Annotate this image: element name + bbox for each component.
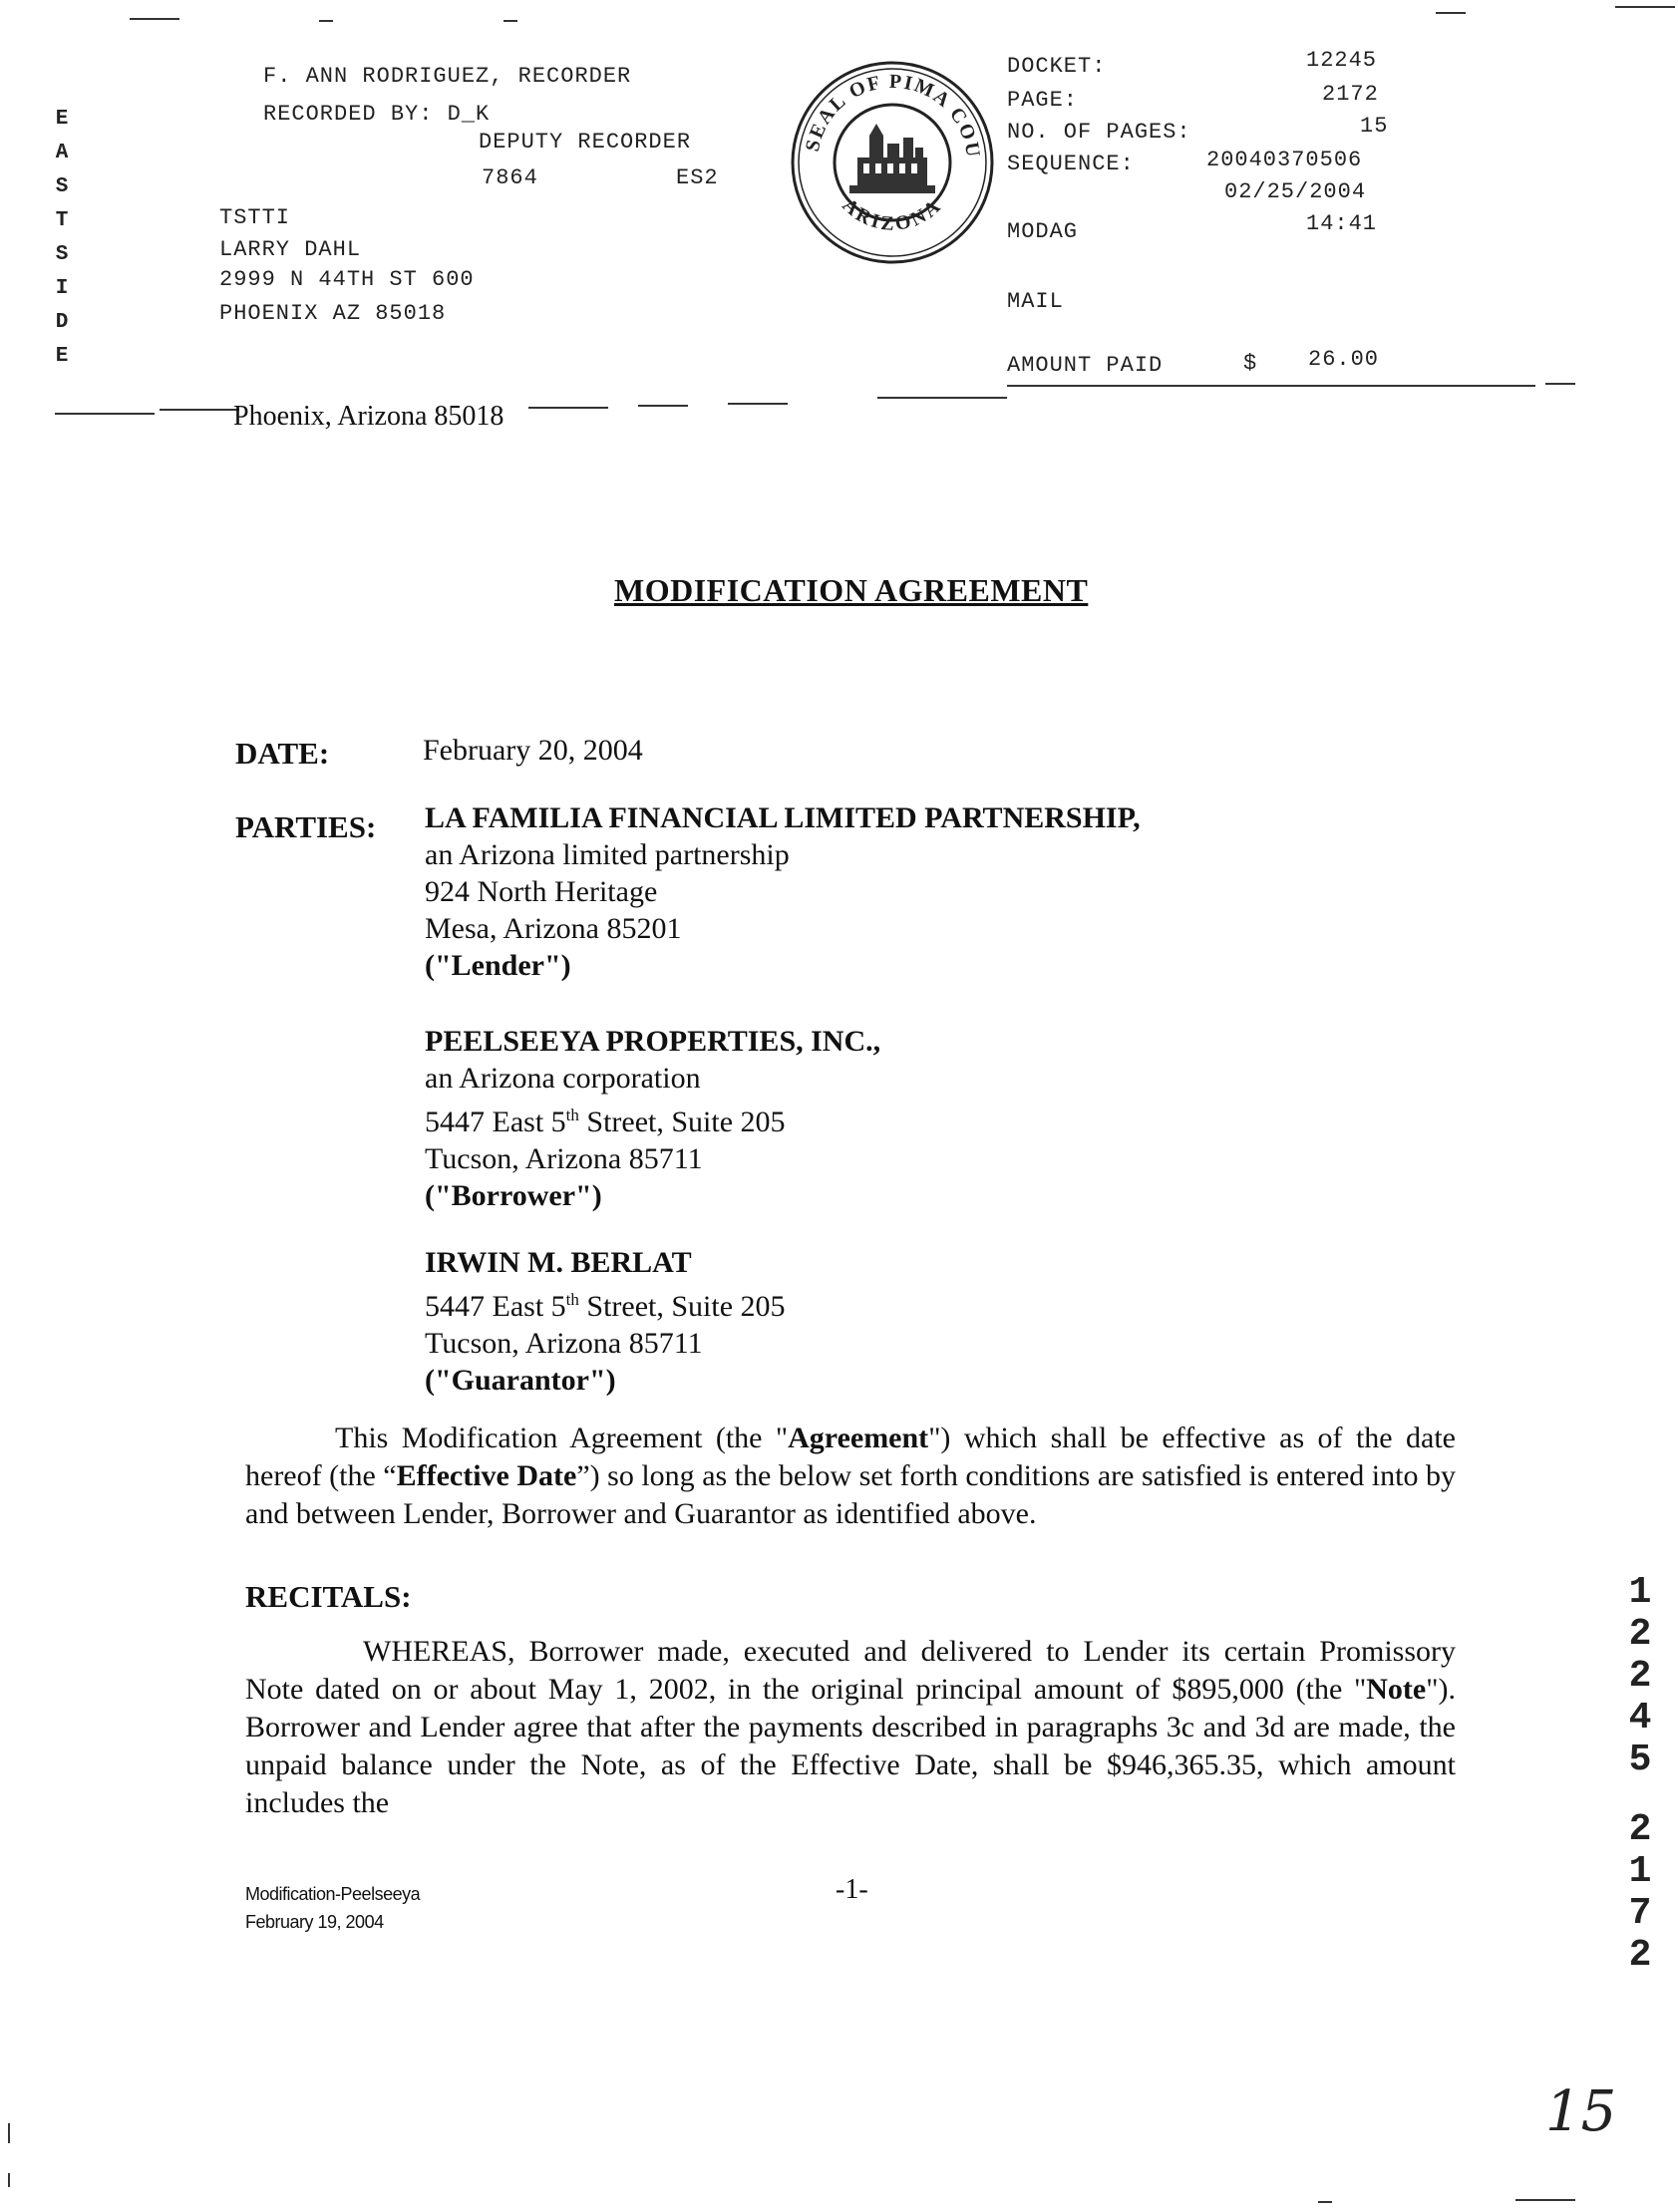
guarantor-block <box>425 1244 786 1399</box>
eastside-stamp <box>52 108 72 379</box>
intro-defined-agreement: Agreement <box>788 1422 929 1454</box>
docket-value: 12245 <box>1306 48 1378 73</box>
whereas-text-2: "). Borrower and Lender agree that after the payments described in paragraphs 3c and 3d are made, the unpaid balance under the Note, as of the Effective Date, shall be $946,365.35, which amount includes the <box>245 1673 1456 1819</box>
sequence-label: SEQUENCE: <box>1007 152 1135 176</box>
borrower-name: PEELSEEYA PROPERTIES, INC., <box>425 1025 881 1058</box>
sequence-value: 20040370506 <box>1206 148 1363 172</box>
return-line-4: PHOENIX AZ 85018 <box>219 301 447 326</box>
phoenix-line: Phoenix, Arizona 85018 <box>233 401 504 432</box>
borrower-address-2: Tucson, Arizona 85711 <box>425 1142 703 1175</box>
stamp-letter: S <box>55 243 69 266</box>
margin-docket-stamp <box>1622 1571 1658 1976</box>
amount-currency: $ <box>1243 351 1258 376</box>
record-time: 14:41 <box>1306 211 1378 236</box>
stamp-letter: S <box>55 175 69 198</box>
seal-bottom-text: ARIZONA <box>838 193 947 235</box>
pages-value: 15 <box>1360 114 1389 139</box>
guarantor-name: IRWIN M. BERLAT <box>425 1246 692 1279</box>
amount-label: AMOUNT PAID <box>1007 353 1164 378</box>
footer-date: February 19, 2004 <box>245 1912 384 1932</box>
margin-digit: 1 <box>1628 1571 1652 1614</box>
return-line-2: LARRY DAHL <box>219 237 362 262</box>
deputy-recorder: DEPUTY RECORDER <box>479 130 692 155</box>
return-line-1: TSTTI <box>219 205 291 230</box>
stamp-letter: E <box>55 345 69 368</box>
svg-text:ARIZONA <box>838 194 946 235</box>
borrower-address-post: Street, Suite 205 <box>578 1106 786 1138</box>
amount-value: 26.00 <box>1308 347 1380 372</box>
recitals-label: RECITALS: <box>245 1579 412 1614</box>
borrower-block <box>425 1023 880 1214</box>
borrower-address-1 <box>425 1097 880 1140</box>
svg-text:THE SEAL OF PIMA COUNTY <box>788 58 984 160</box>
margin-digit: 4 <box>1628 1697 1652 1739</box>
lender-name: LA FAMILIA FINANCIAL LIMITED PARTNERSHIP, <box>425 801 1141 834</box>
seal-top-text: SEAL OF PIMA COU <box>801 70 985 160</box>
intro-text-1: This Modification Agreement (the " <box>335 1422 789 1454</box>
guarantor-address-1 <box>425 1281 786 1325</box>
lender-address-2: Mesa, Arizona 85201 <box>425 912 682 945</box>
guarantor-address-sup: th <box>565 1290 579 1309</box>
page-label: PAGE: <box>1007 88 1079 113</box>
recorder-code: 7864 <box>482 165 538 190</box>
whereas-text-1: WHEREAS, Borrower made, executed and delivered to Lender its certain Promissory Note dated on or about May 1, 2002, in the original principal amount of $895,000 (the " <box>245 1635 1456 1706</box>
date-label: DATE: <box>235 736 330 771</box>
recorder-name: F. ANN RODRIGUEZ, RECORDER <box>263 64 632 89</box>
modag-label: MODAG <box>1007 219 1079 244</box>
footer-file: Modification-Peelseeya <box>245 1884 421 1904</box>
intro-defined-effective-date: Effective Date <box>396 1459 577 1492</box>
stamp-letter: D <box>55 311 69 334</box>
guarantor-address-pre: 5447 East 5 <box>425 1290 566 1323</box>
mail-label: MAIL <box>1007 289 1064 314</box>
guarantor-address-2: Tucson, Arizona 85711 <box>425 1327 703 1360</box>
record-date: 02/25/2004 <box>1224 179 1367 204</box>
margin-digit: 7 <box>1628 1892 1652 1935</box>
document-title: MODIFICATION AGREEMENT <box>614 572 1089 608</box>
lender-address-1: 924 North Heritage <box>425 875 658 908</box>
recorder-station: ES2 <box>676 165 719 190</box>
borrower-role: ("Borrower") <box>425 1179 602 1212</box>
county-seal <box>788 58 997 267</box>
parties-label: PARTIES: <box>235 809 377 844</box>
margin-digit: 5 <box>1628 1738 1652 1781</box>
margin-digit: 1 <box>1628 1850 1652 1893</box>
pages-label: NO. OF PAGES: <box>1007 120 1191 145</box>
margin-digit: 2 <box>1628 1613 1652 1656</box>
lender-block <box>425 799 1141 984</box>
margin-digit: 2 <box>1628 1655 1652 1698</box>
intro-text-2: ") which shall be effective as of the date hereof (the “ <box>245 1422 1456 1492</box>
stamp-letter: E <box>55 108 69 131</box>
guarantor-role: ("Guarantor") <box>425 1364 616 1397</box>
stamp-letter: T <box>55 209 69 232</box>
return-line-3: 2999 N 44TH ST 600 <box>219 267 475 292</box>
recorded-by: RECORDED BY: D_K <box>263 102 491 127</box>
whereas-paragraph <box>245 1633 1456 1822</box>
lender-role: ("Lender") <box>425 949 571 982</box>
margin-digit: 2 <box>1628 1808 1652 1851</box>
borrower-address-pre: 5447 East 5 <box>425 1106 566 1138</box>
intro-paragraph <box>245 1420 1456 1533</box>
guarantor-address-post: Street, Suite 205 <box>578 1290 786 1323</box>
docket-label: DOCKET: <box>1007 54 1107 79</box>
page-value: 2172 <box>1322 82 1379 107</box>
whereas-defined-note: Note <box>1366 1673 1427 1706</box>
lender-type: an Arizona limited partnership <box>425 838 790 871</box>
margin-digit: 2 <box>1628 1934 1652 1977</box>
date-value: February 20, 2004 <box>423 734 643 767</box>
handwritten-page-count: 15 <box>1545 2079 1617 2144</box>
borrower-type: an Arizona corporation <box>425 1062 701 1095</box>
borrower-address-sup: th <box>565 1106 579 1124</box>
page-number: -1- <box>836 1874 868 1905</box>
intro-text-3: ”) so long as the below set forth conditions are satisfied is entered into by and between Lender, Borrower and Guarantor as identified above. <box>245 1459 1456 1530</box>
stamp-letter: I <box>55 277 69 300</box>
stamp-letter: A <box>55 142 69 164</box>
